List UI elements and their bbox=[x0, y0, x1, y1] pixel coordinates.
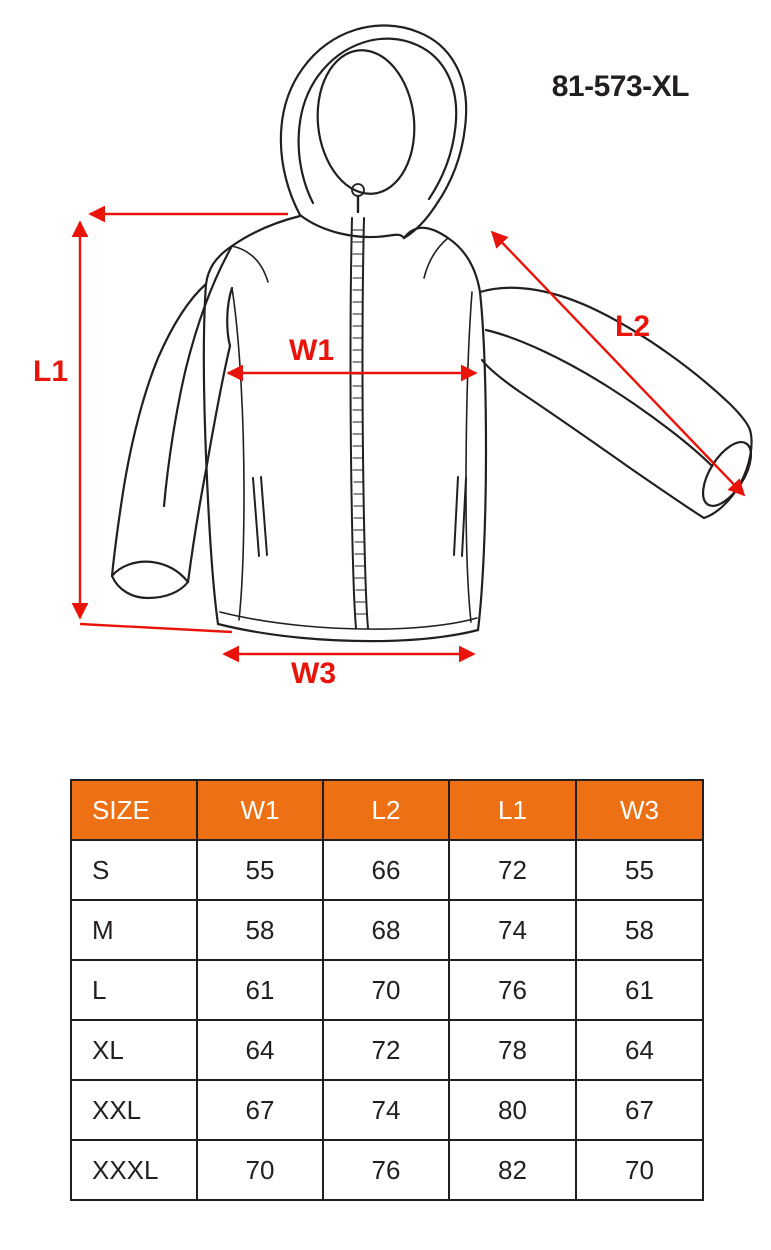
cell-l2: 68 bbox=[323, 900, 449, 960]
column-header-size: SIZE bbox=[71, 780, 197, 840]
cell-l1: 80 bbox=[449, 1080, 576, 1140]
table-row bbox=[71, 840, 703, 900]
cell-l2: 74 bbox=[323, 1080, 449, 1140]
size-table bbox=[70, 779, 704, 1201]
cell-size: L bbox=[71, 960, 197, 1020]
cell-l1: 78 bbox=[449, 1020, 576, 1080]
dimension-label-l1: L1 bbox=[33, 355, 69, 388]
product-code: 81-573-XL bbox=[551, 70, 689, 103]
cell-l2: 72 bbox=[323, 1020, 449, 1080]
column-header-w1: W1 bbox=[197, 780, 323, 840]
cell-l1: 74 bbox=[449, 900, 576, 960]
cell-w3: 64 bbox=[576, 1020, 703, 1080]
cell-size: XXXL bbox=[71, 1140, 197, 1200]
table-row bbox=[71, 1020, 703, 1080]
cell-size: M bbox=[71, 900, 197, 960]
dimension-label-w3: W3 bbox=[291, 657, 336, 690]
table-row bbox=[71, 960, 703, 1020]
size-table-container bbox=[70, 779, 702, 1201]
cell-w3: 58 bbox=[576, 900, 703, 960]
cell-w1: 67 bbox=[197, 1080, 323, 1140]
cell-l1: 82 bbox=[449, 1140, 576, 1200]
cell-size: XL bbox=[71, 1020, 197, 1080]
cell-l2: 66 bbox=[323, 840, 449, 900]
cell-size: XXL bbox=[71, 1080, 197, 1140]
cell-w1: 61 bbox=[197, 960, 323, 1020]
cell-l2: 70 bbox=[323, 960, 449, 1020]
cell-w3: 67 bbox=[576, 1080, 703, 1140]
column-header-l1: L1 bbox=[449, 780, 576, 840]
cell-l1: 76 bbox=[449, 960, 576, 1020]
cell-size: S bbox=[71, 840, 197, 900]
cell-w1: 70 bbox=[197, 1140, 323, 1200]
cell-w3: 70 bbox=[576, 1140, 703, 1200]
dimension-label-w1: W1 bbox=[289, 334, 334, 367]
cell-w1: 55 bbox=[197, 840, 323, 900]
cell-l2: 76 bbox=[323, 1140, 449, 1200]
column-header-w3: W3 bbox=[576, 780, 703, 840]
dimension-lines bbox=[80, 214, 744, 654]
table-row bbox=[71, 1140, 703, 1200]
table-row bbox=[71, 900, 703, 960]
table-header-row bbox=[71, 780, 703, 840]
cell-w3: 61 bbox=[576, 960, 703, 1020]
cell-w1: 58 bbox=[197, 900, 323, 960]
table-row bbox=[71, 1080, 703, 1140]
cell-w1: 64 bbox=[197, 1020, 323, 1080]
dimension-label-l2: L2 bbox=[615, 310, 651, 343]
cell-l1: 72 bbox=[449, 840, 576, 900]
cell-w3: 55 bbox=[576, 840, 703, 900]
column-header-l2: L2 bbox=[323, 780, 449, 840]
